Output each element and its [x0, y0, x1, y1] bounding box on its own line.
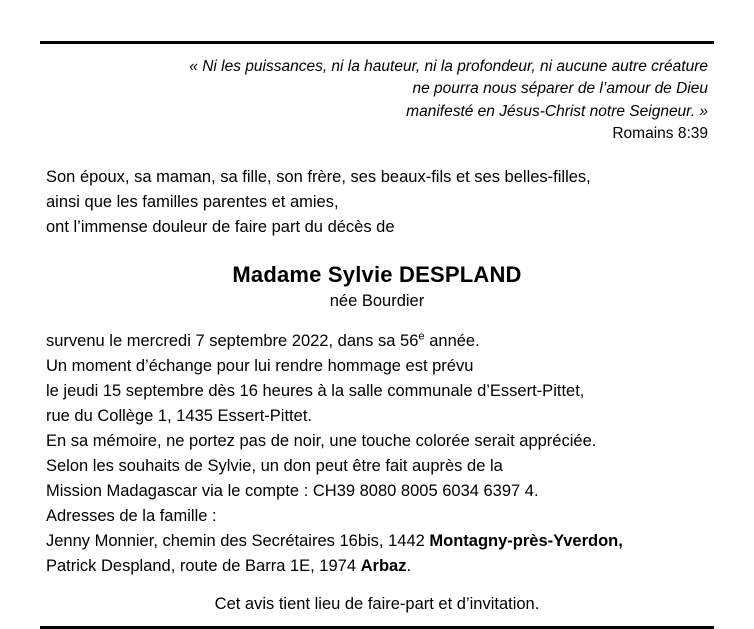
obituary-notice [0, 41, 754, 622]
intro-line-3: ont l’immense douleur de faire part du décès de [46, 217, 395, 236]
scripture-reference: Romains 8:39 [612, 125, 708, 143]
body-line-death-date [46, 329, 714, 354]
closing-line: Cet avis tient lieu de faire-part et d’invitation. [214, 595, 540, 614]
maiden-name: née Bourdier [329, 291, 425, 310]
deceased-name: Madame Sylvie DESPLAND [232, 261, 522, 287]
scripture-line-3: manifesté en Jésus-Christ notre Seigneur. » [406, 102, 708, 120]
family-address-2-text: Patrick Despland, route de Barra 1E, 1974 [46, 557, 361, 576]
body-line-donation-intro: Selon les souhaits de Sylvie, un don peut être fait auprès de la [46, 457, 503, 476]
body-line-ceremony-intro: Un moment d’échange pour lui rendre hommage est prévu [46, 356, 474, 375]
family-address-1-text: Jenny Monnier, chemin des Secrétaires 16bis, 1442 [46, 532, 430, 551]
intro-paragraph [40, 165, 714, 239]
family-address-1-place: Montagny-près-Yverdon, [429, 532, 623, 551]
ordinal-suffix: e [418, 330, 425, 343]
body-paragraph [40, 329, 714, 580]
scripture-quote [40, 56, 714, 123]
family-address-2 [46, 554, 714, 579]
body-line-family-addresses-label: Adresses de la famille : [46, 507, 217, 526]
scripture-line-1: « Ni les puissances, ni la hauteur, ni la profondeur, ni aucune autre créature [189, 58, 708, 75]
body-line-dress-request: En sa mémoire, ne portez pas de noir, une touche colorée serait appréciée. [46, 431, 597, 450]
family-address-1 [46, 529, 714, 554]
family-address-2-period: . [406, 557, 412, 576]
death-date-suffix: année. [424, 331, 480, 350]
body-line-ceremony-address: rue du Collège 1, 1435 Essert-Pittet. [46, 406, 312, 425]
intro-line-2: ainsi que les familles parentes et amies, [46, 193, 339, 212]
death-date-prefix: survenu le mercredi 7 septembre 2022, dans sa 56 [46, 331, 419, 350]
top-divider [40, 41, 714, 44]
deceased-name-block [40, 262, 714, 311]
body-line-ceremony-when: le jeudi 15 septembre dès 16 heures à la salle communale d’Essert-Pittet, [46, 381, 585, 400]
scripture-line-2: ne pourra nous séparer de l’amour de Dieu [412, 80, 708, 98]
body-line-donation-account: Mission Madagascar via le compte : CH39 8080 8005 6034 6397 4. [46, 482, 539, 501]
family-address-2-place: Arbaz [360, 557, 407, 576]
intro-line-1: Son époux, sa maman, sa fille, son frère, ses beaux-fils et ses belles-filles, [46, 168, 591, 187]
